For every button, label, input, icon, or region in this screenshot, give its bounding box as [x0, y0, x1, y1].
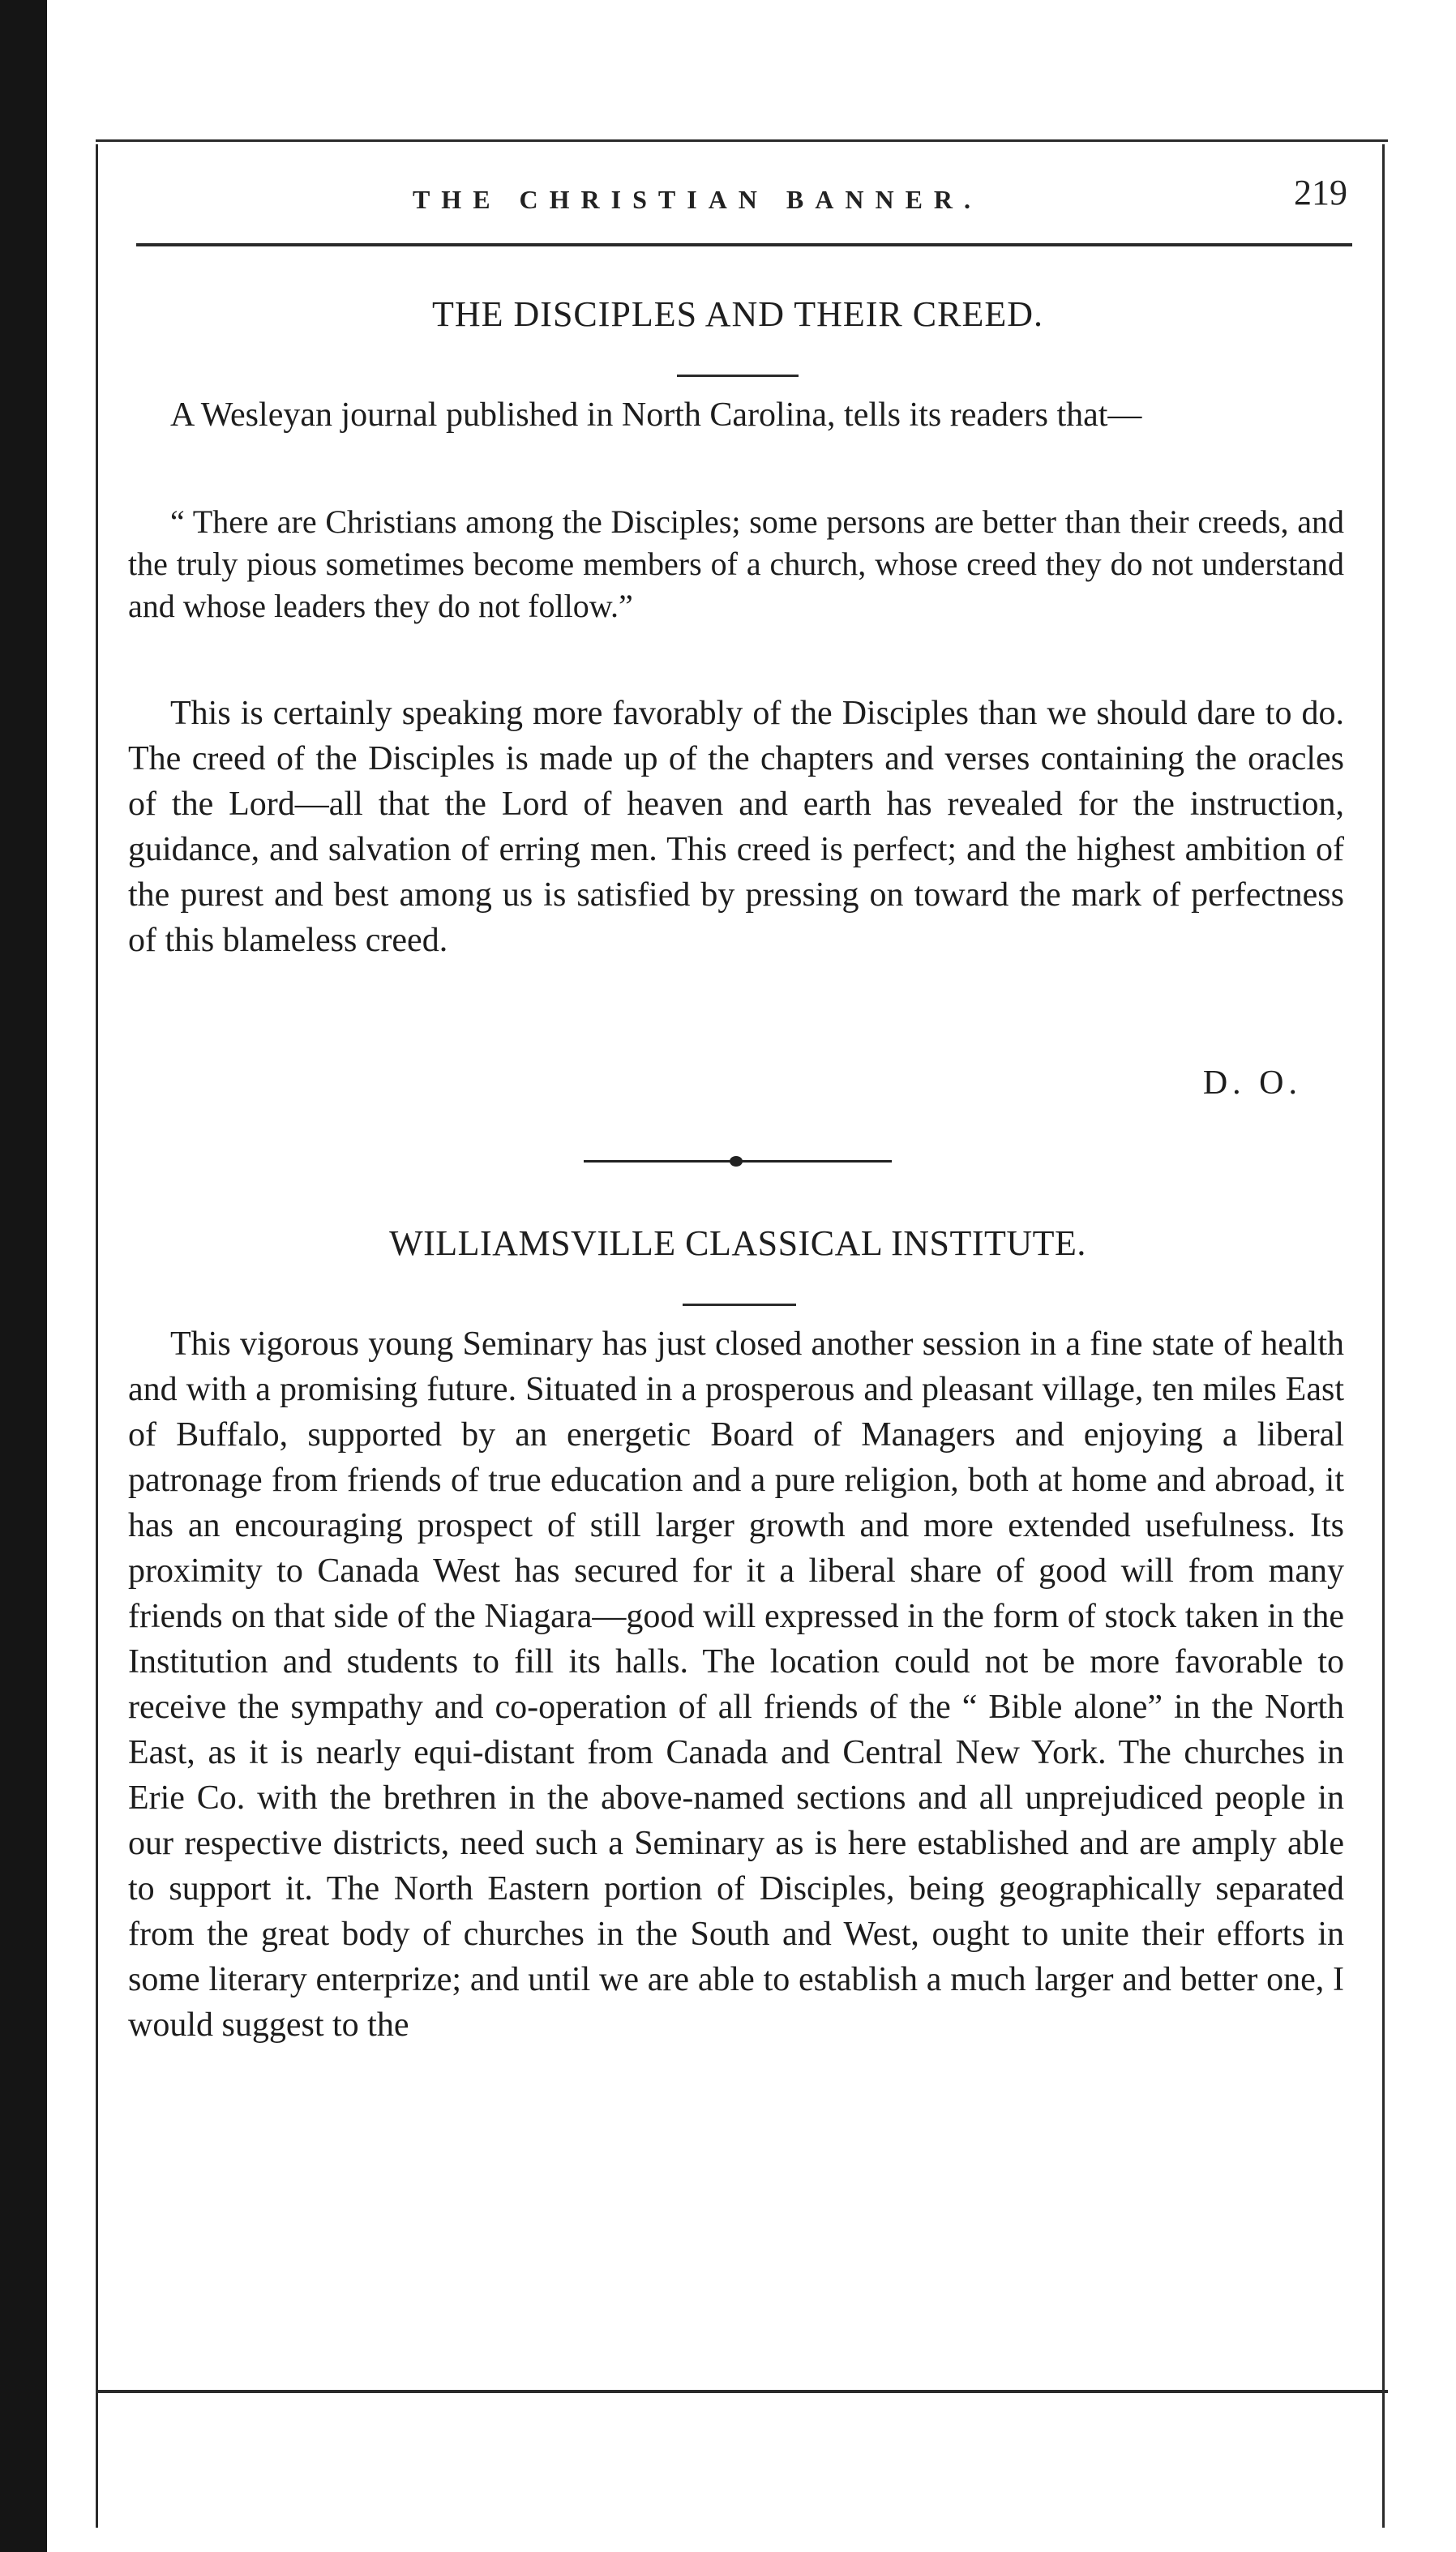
- article-title-disciples-creed: THE DISCIPLES AND THEIR CREED.: [432, 294, 1043, 334]
- article-body-disciples: This is certainly speaking more favorably of the Disciples than we should dare to do. The creed of the Disciples is made up of the chapters and verses containing the oracles of the Lord—all that the Lord of heaven and earth has revealed for the instruction, guidance, and salvation of erring men. This creed is perfect; and the highest ambition of the purest and best among us is satisfied by pressing on toward the mark of perfectness of this blameless creed.: [128, 695, 1344, 959]
- article-intro: A Wesleyan journal published in North Carolina, tells its readers that—: [170, 396, 1142, 434]
- divider-dot-icon: [730, 1156, 743, 1167]
- running-head: [130, 169, 1354, 217]
- section-divider-ornament: [584, 1156, 892, 1167]
- author-signature: D. O.: [1202, 1064, 1302, 1102]
- page-edge-shadow: [0, 0, 47, 2552]
- header-rule: [136, 243, 1352, 246]
- frame-top-rule: [96, 139, 1388, 142]
- title-underline: [683, 1304, 796, 1306]
- title-underline: [677, 375, 799, 377]
- article-body-williamsville: This vigorous young Seminary has just closed another session in a fine state of health and with a promising future. Situated in a prosperous and pleasant village, ten miles East of Buffalo, supported by an energetic Board of Managers and enjoying a liberal patronage from friends of true education and a pure religion, both at home and abroad, it has an encouraging prospect of still larger growth and more extended usefulness. Its proximity to Canada West has secured for it a liberal share of good will from many friends on that side of the Niagara—good will expressed in the form of stock taken in the Institution and students to fill its halls. The location could not be more favorable to receive the sympathy and co-operation of all friends of the “ Bible alone” in the North East, as it is nearly equi-distant from Canada and Central New York. The churches in Erie Co. with the brethren in the above-named sections and all unprejudiced people in our respective districts, need such a Seminary as is here established and are amply able to support it. The North Eastern portion of Disciples, being geographically separated from the great body of churches in the South and West, ought to unite their efforts in some literary enterprize; and until we are able to establish a much larger and better one, I would suggest to the: [128, 1325, 1344, 2044]
- page-number: 219: [1294, 173, 1347, 212]
- article-title-williamsville: WILLIAMSVILLE CLASSICAL INSTITUTE.: [389, 1223, 1086, 1263]
- running-title: THE CHRISTIAN BANNER.: [412, 185, 983, 214]
- frame-bottom-rule: [96, 2390, 1388, 2393]
- block-quote: “ There are Christians among the Disciples; some persons are better than their creeds, and the truly pious sometimes become members of a church, whose creed they do not understand and whose leaders they do not follow.”: [128, 503, 1344, 624]
